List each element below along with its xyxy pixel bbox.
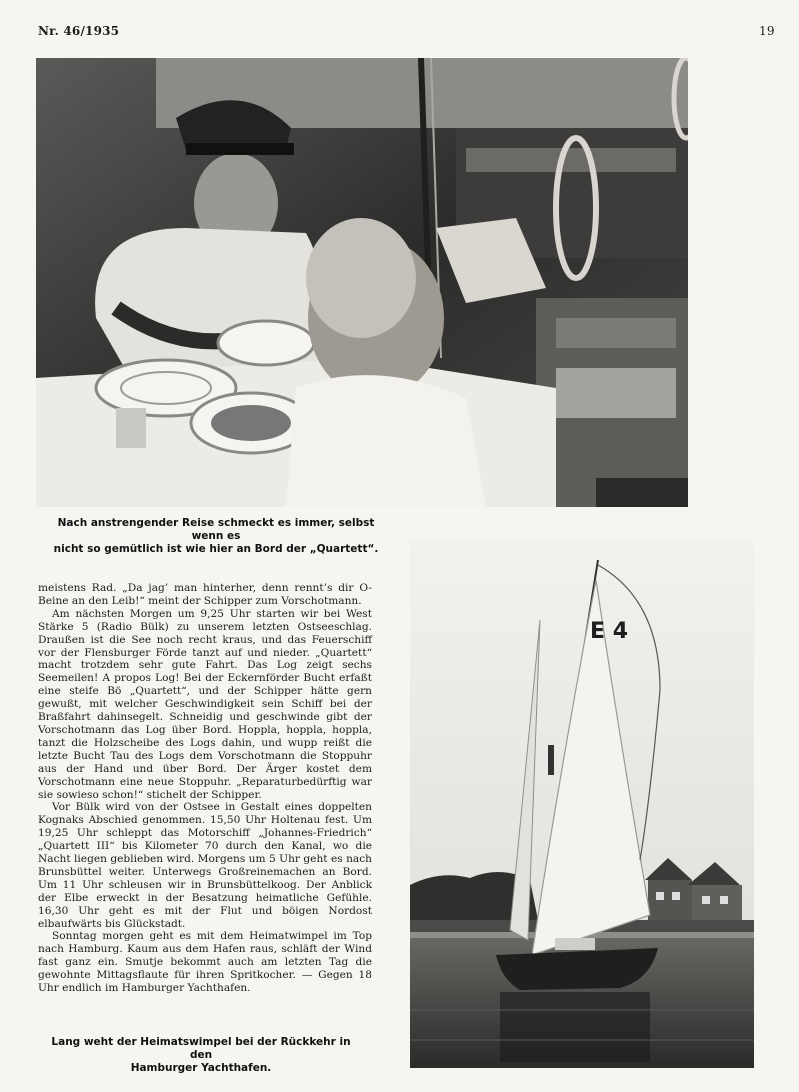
- sailboat-photo: [410, 540, 754, 1068]
- sail-number-mark: E 4: [590, 619, 628, 644]
- top-caption-line-1: Nach anstrengender Reise schmeckt es immer, selbst wenn es: [57, 517, 375, 542]
- article-paragraph: Am nächsten Morgen um 9,25 Uhr starten wir bei West Stärke 5 (Radio Bülk) zu unserem letzten Ostseeschlag. Draußen ist die See noch recht kraus, und das Feuerschiff vor der Flensburger Förde tanzt auf und nieder. „Quartett“ macht trotzdem sehr gute Fahrt. Das Log zeigt sechs Seemeilen! A propos Log! Bei der Eckernförder Bucht erfaßt eine steife Bö „Quartett“, und der Schipper hätte gern gewußt, mit welcher Geschwindigkeit sein Schiff bei der Braßfahrt dahinsegelt. Schneidig und geschwinde gibt der Vorschotmann das Log über Bord. Hoppla, hoppla, hoppla, tanzt die Holzscheibe des Logs dahin, und wupp reißt die letzte Bucht Tau des Logs dem Vorschotmann die Stoppuhr aus der Hand und über Bord. Der Ärger kostet dem Vorschotmann eine neue Stoppuhr. „Reparaturbedürftig war sie sowieso schon!“ stichelt der Schipper.: [38, 607, 372, 801]
- article-paragraph: Vor Bülk wird von der Ostsee in Gestalt eines doppelten Kognaks Abschied genommen. 15,50 Uhr Holtenau fest. Um 19,25 Uhr schleppt das Motorschiff „Johannes-Friedrich“ „Quartett III“ bis Kilometer 70 durch den Kanal, wo die Nacht liegen geblieben wird. Morgens um 5 Uhr geht es nach Brunsbüttel weiter. Unterwegs Großreinemachen an Bord. Um 11 Uhr schleusen wir in Brunsbüttelkoog. Der Anblick der Elbe erweckt in der Besatzung heimatliche Gefühle. 16,30 Uhr geht es mit der Flut und böigen Nordost elbaufwärts bis Glückstadt.: [38, 801, 372, 930]
- dining-scene-illustration: [36, 58, 688, 507]
- page-number: 19: [759, 24, 775, 38]
- issue-number: Nr. 46/1935: [38, 24, 120, 38]
- bottom-caption-line-1: Lang weht der Heimatswimpel bei der Rückkehr in den: [51, 1036, 351, 1061]
- article-paragraph: meistens Rad. „Da jag’ man hinterher, denn rennt’s dir O-Beine an den Leib!“ meint der Schipper zum Vorschotmann.: [38, 582, 372, 607]
- bottom-caption-line-2: Hamburger Yachthafen.: [130, 1062, 272, 1074]
- article-paragraph: Sonntag morgen geht es mit dem Heimatwimpel im Top nach Hamburg. Kaum aus dem Hafen raus, schläft der Wind fast ganz ein. Smutje bekommt auch am letzten Tag die gewohnte Mittagsflaute für ihren Spritkocher. — Gegen 18 Uhr endlich im Hamburger Yachthafen.: [38, 930, 372, 995]
- dining-on-boat-photo: [36, 58, 688, 507]
- top-caption-line-2: nicht so gemütlich ist wie hier an Bord der „Quartett“.: [53, 543, 379, 555]
- top-photo-caption: [46, 517, 386, 556]
- bottom-photo-caption: [42, 1036, 360, 1075]
- article-body: [38, 582, 372, 995]
- sailboat-illustration: [410, 540, 754, 1068]
